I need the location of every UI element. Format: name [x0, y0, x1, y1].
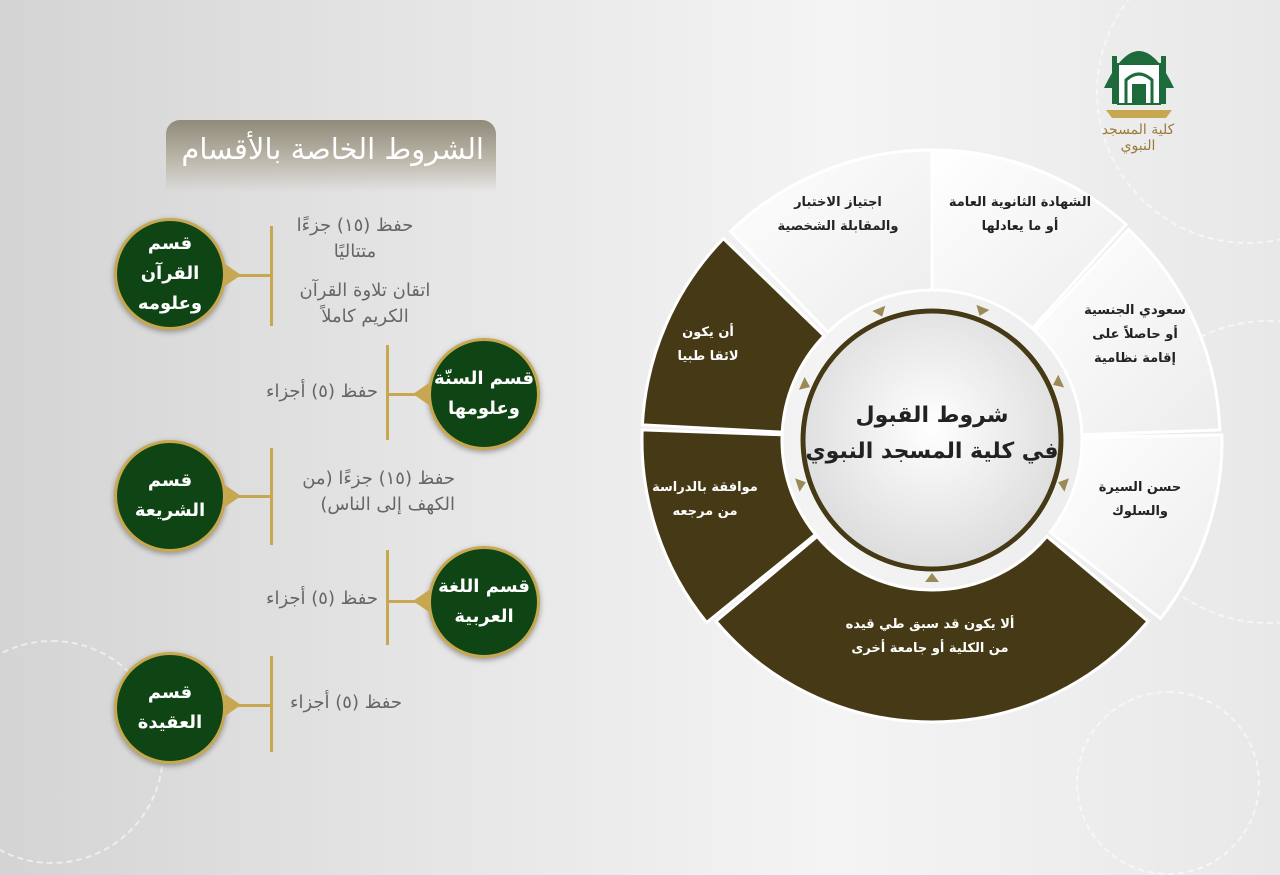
ring-segment-label: والسلوك — [1111, 504, 1169, 519]
ring-segment-label: اجتياز الاختبار — [794, 195, 882, 210]
center-title-line1: شروط القبول — [855, 403, 1009, 428]
ring-segment-label: إقامة نظامية — [1094, 351, 1176, 366]
pointer-arrow — [872, 306, 885, 317]
pointer-arrow — [1053, 375, 1064, 388]
dept-name-line2: الشريعة — [134, 500, 206, 521]
dept-name-line2: وعلومها — [448, 398, 520, 419]
dept-name-line1: قسم — [147, 470, 193, 491]
pointer-arrow — [976, 305, 989, 316]
ring-segment-label: الشهادة الثانوية العامة — [948, 195, 1092, 210]
pointer-arrow — [925, 573, 939, 582]
pointer-arrow — [799, 377, 810, 390]
section-title: الشروط الخاصة بالأقسام — [181, 132, 484, 166]
dept-name-line1: قسم — [147, 682, 193, 703]
college-name-logo-text: كلية المسجد النبوي — [1101, 122, 1175, 154]
dept-name-line1: قسم السنّة — [434, 368, 534, 389]
ring-segment-label: أو ما يعادلها — [981, 219, 1059, 234]
dept-name-line2: العقيدة — [137, 712, 203, 733]
ring-segment-label: أن يكون — [682, 325, 734, 340]
dept-name-line1: قسم اللغة — [438, 576, 530, 597]
dept-name-line1: قسم القرآن — [140, 233, 200, 284]
center-title-line2: في كلية المسجد النبوي — [805, 439, 1059, 464]
pointer-arrow — [795, 478, 806, 491]
dept-name-line2: العربية — [454, 606, 514, 627]
ring-segment-label: لائقا طبيا — [677, 349, 739, 364]
requirement-text: اتقان تلاوة القرآن الكريم كاملاً — [299, 280, 431, 327]
requirement-text: حفظ (١٥) جزءًا متتاليًا — [296, 215, 414, 262]
ring-segment-label: حسن السيرة — [1098, 480, 1182, 495]
requirement-text: حفظ (١٥) جزءًا (من الكهف إلى الناس) — [302, 468, 455, 515]
pointer-arrow — [1058, 478, 1069, 491]
ring-segment-label: والمقابلة الشخصية — [777, 219, 899, 234]
ring-segment-label: من مرجعه — [672, 504, 738, 519]
ring-segment-label: سعودي الجنسية — [1084, 303, 1186, 318]
requirement-text: حفظ (٥) أجزاء — [289, 692, 402, 713]
ring-segment-label: من الكلية أو جامعة أخرى — [851, 641, 1009, 656]
ring-segment-label: أو حاصلاً على — [1092, 327, 1178, 342]
dept-name-line2: وعلومه — [137, 293, 203, 314]
ring-segment-label: ألا يكون قد سبق طي قيده — [845, 617, 1015, 632]
requirement-text: حفظ (٥) أجزاء — [265, 588, 378, 609]
requirement-text: حفظ (٥) أجزاء — [265, 381, 378, 402]
ring-segment-label: موافقة بالدراسة — [652, 480, 758, 495]
